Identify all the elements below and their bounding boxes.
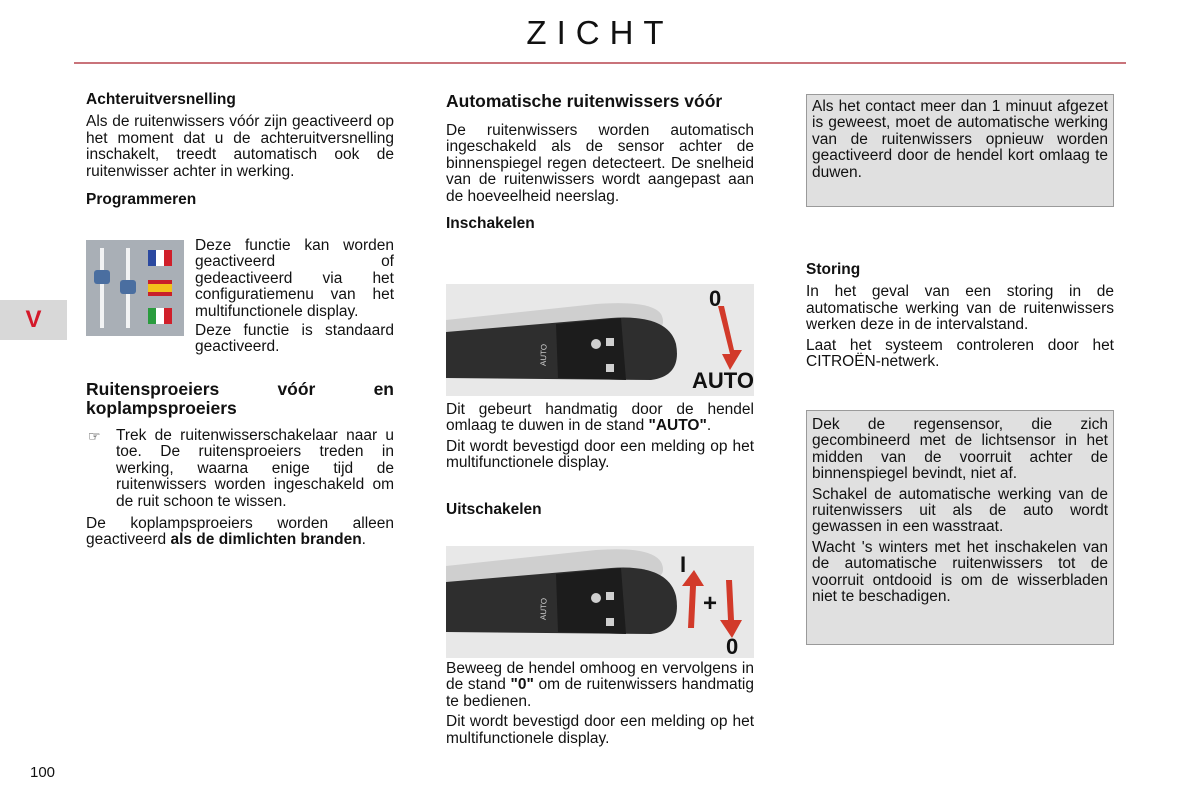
column-2 xyxy=(446,92,754,232)
auto-text: De ruitenwissers worden automatisch ingeschakeld als de sensor achter de binnenspiegel regen detecteert. De snelheid van de ruitenwissers wordt aangepast aan de hoeveelheid neerslag. xyxy=(446,122,754,205)
lever-off-image xyxy=(446,546,754,658)
position-i-label: I xyxy=(680,552,687,577)
off-text-2: Dit wordt bevestigd door een melding op het multifunctionele display. xyxy=(446,713,754,747)
position-0-label: 0 xyxy=(726,634,739,659)
off-text-1: Beweeg de hendel omhoog en vervolgens in de stand "0" om de ruitenwissers handmatig te bedienen. xyxy=(446,660,754,710)
info-box-ignition-text: Als het contact meer dan 1 minuut afgezet is geweest, moet de automatische werking van de ruitenwissers opnieuw worden geactiveerd door de hendel kort omlaag te duwen. xyxy=(812,98,1108,181)
off-heading: Uitschakelen xyxy=(446,500,542,518)
position-0-label: 0 xyxy=(709,286,722,311)
on-heading: Inschakelen xyxy=(446,215,535,233)
pointing-hand-icon: ☞ xyxy=(88,428,101,444)
program-text-2: Deze functie is standaard geactiveerd. xyxy=(195,322,394,356)
program-text-block xyxy=(195,238,394,356)
column-1 xyxy=(86,92,394,208)
fault-text-1: In het geval van een storing in de automatische werking van de ruitenwissers werken deze in de intervalstand. xyxy=(806,283,1114,334)
auto-heading: Automatische ruitenwissers vóór xyxy=(446,91,723,111)
lever-auto-label: AUTO xyxy=(538,597,549,621)
headlamp-text: De koplampsproeiers worden alleen geactiveerd als de dimlichten branden. xyxy=(86,515,394,549)
reverse-text: Als de ruitenwissers vóór zijn geactiveerd op het moment dat u de achteruitversnelling inschakelt, treedt automatisch ook de ruitenwisser achter in werking. xyxy=(86,113,394,180)
info-box-ignition xyxy=(806,94,1114,207)
on-text-block xyxy=(446,402,754,518)
sprayers-block xyxy=(86,380,394,549)
programming-image xyxy=(86,240,184,336)
fault-block xyxy=(806,262,1114,370)
sprayers-bullet xyxy=(86,428,394,510)
lever-auto-image xyxy=(446,284,754,396)
position-auto-label: AUTO xyxy=(692,368,754,393)
info-box-sensor xyxy=(806,410,1114,645)
header-rule xyxy=(74,62,1126,64)
lever-auto-label: AUTO xyxy=(538,343,549,367)
slider-flags-icon xyxy=(86,240,184,336)
info-box-sensor-text-2: Schakel de automatische werking van de ruitenwissers uit als de auto wordt gewassen in een wasstraat. xyxy=(812,485,1108,536)
sprayers-bullet-text: Trek de ruitenwisserschakelaar naar u toe. De ruitensproeiers treden in werking, waarna enige tijd de ruitenwissers worden ingeschakeld om de ruit schoon te wissen. xyxy=(116,427,394,510)
on-text-2: Dit wordt bevestigd door een melding op het multifunctionele display. xyxy=(446,437,754,472)
plus-label: + xyxy=(703,590,718,617)
info-box-sensor-text-1: Dek de regensensor, die zich gecombineerd met de lichtsensor in het midden van de voorruit achter de binnenspiegel bevindt, niet af. xyxy=(812,416,1108,483)
program-heading: Programmeren xyxy=(86,191,197,209)
page-title: ZICHT xyxy=(526,14,674,51)
off-text-block xyxy=(446,661,754,747)
info-box-sensor-text-3: Wacht 's winters met het inschakelen van de automatische ruitenwissers tot de voorruit ontdooid is om de wisserbladen niet te beschadigen. xyxy=(812,538,1108,606)
fault-text-2: Laat het systeem controleren door het CITROËN-netwerk. xyxy=(806,336,1114,371)
chapter-tab[interactable]: V xyxy=(0,300,67,340)
page-number: 100 xyxy=(30,764,56,781)
fault-heading: Storing xyxy=(806,261,861,278)
program-text-1: Deze functie kan worden geactiveerd of gedeactiveerd via het configuratiemenu van het multifunctionele display. xyxy=(195,237,394,320)
on-text-1: Dit gebeurt handmatig door de hendel omlaag te duwen in de stand "AUTO". xyxy=(446,401,754,435)
reverse-heading: Achteruitversnelling xyxy=(86,91,236,108)
sprayers-heading: Ruitensproeiers vóór en koplampsproeiers xyxy=(86,379,394,418)
